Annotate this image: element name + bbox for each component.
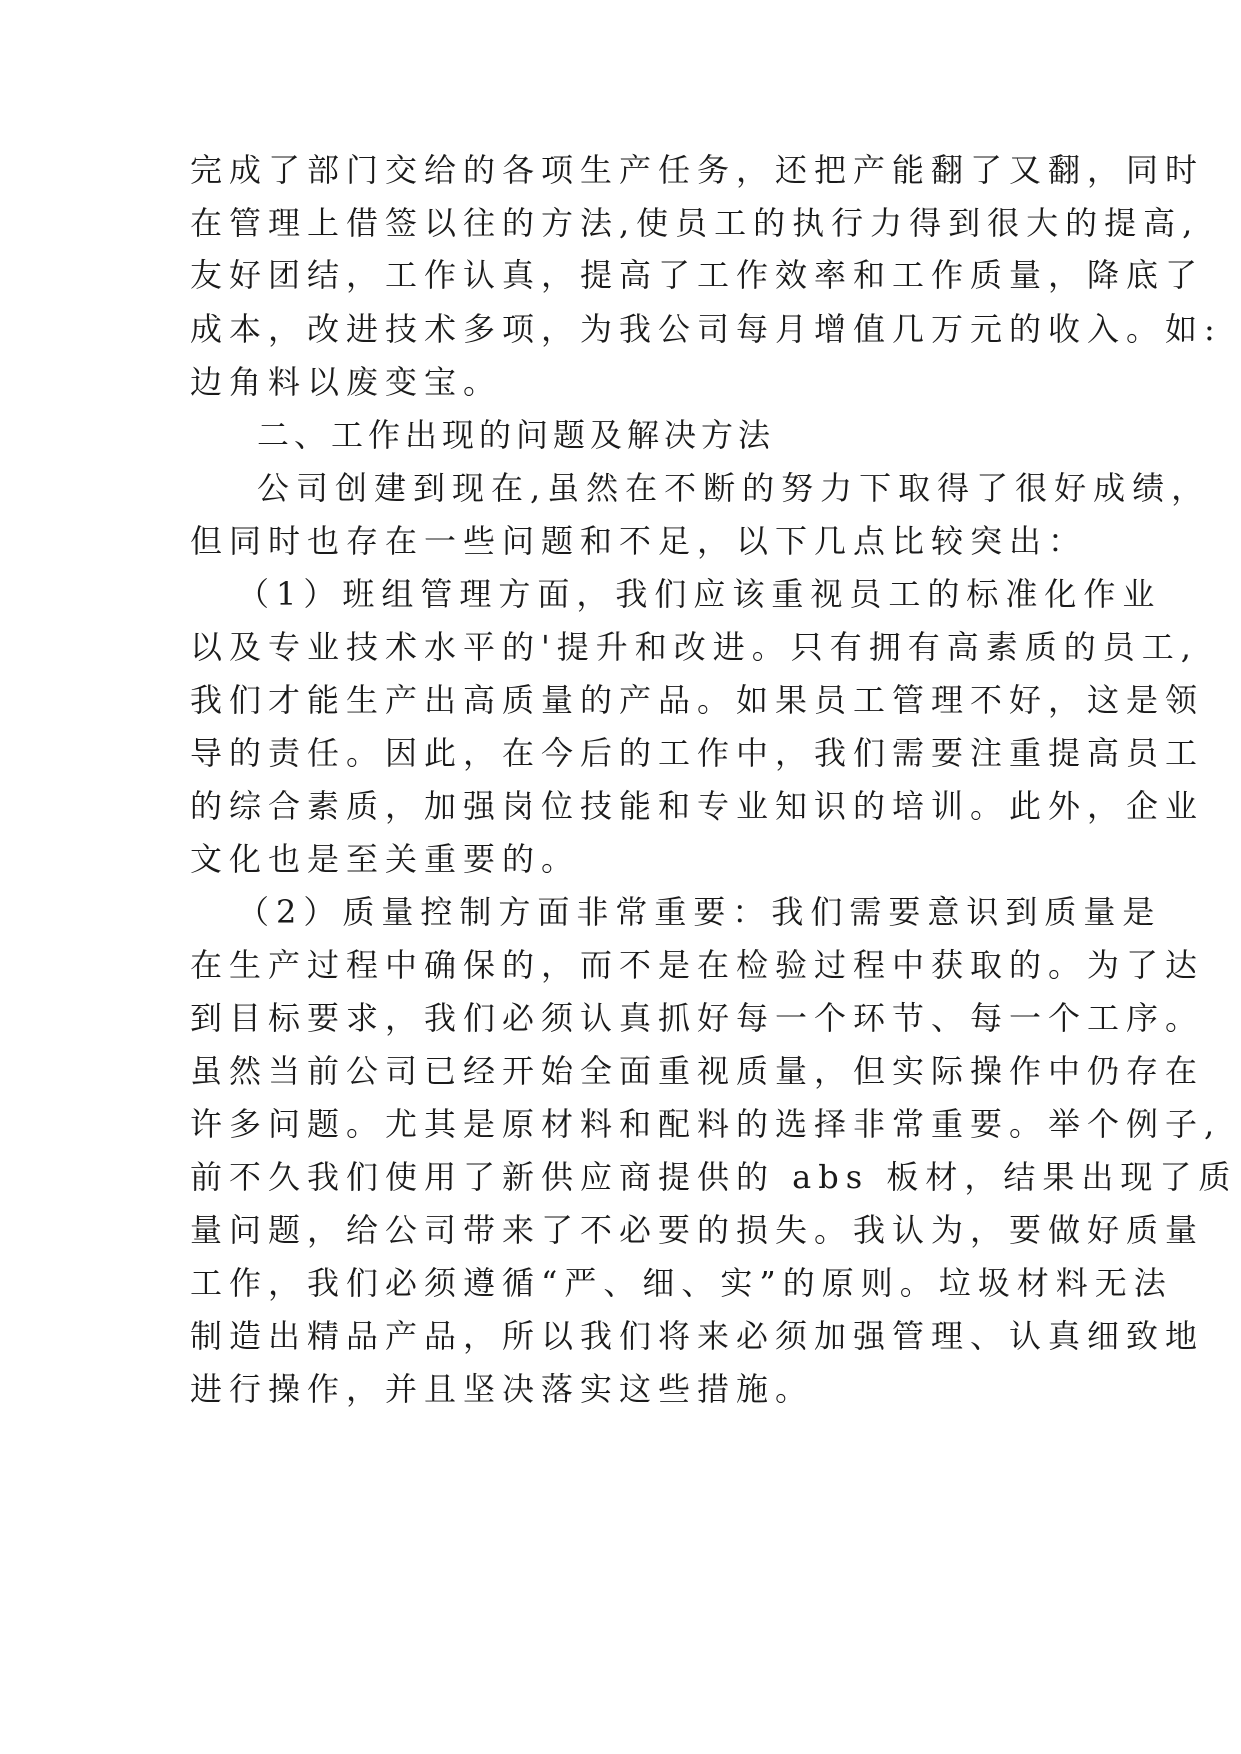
body-text-line: 量问题，给公司带来了不必要的损失。我认为，要做好质量 [190, 1211, 1205, 1249]
body-text-line: 以及专业技术水平的'提升和改进。只有拥有高素质的员工, [190, 628, 1198, 666]
body-text-line: 友好团结，工作认真，提高了工作效率和工作质量，降底了 [190, 256, 1205, 294]
body-text-line: 完成了部门交给的各项生产任务，还把产能翻了又翻，同时 [190, 151, 1205, 189]
body-text-line: 进行操作，并且坚决落实这些措施。 [190, 1370, 815, 1408]
body-text-line: 到目标要求，我们必须认真抓好每一个环节、每一个工序。 [190, 999, 1205, 1037]
body-text-line: 许多问题。尤其是原材料和配料的选择非常重要。举个例子, [190, 1105, 1222, 1143]
body-text-line: 公司创建到现在,虽然在不断的努力下取得了很好成绩， [257, 469, 1211, 507]
body-text-line: （1）班组管理方面，我们应该重视员工的标准化作业 [237, 575, 1162, 613]
section-heading: 二、工作出现的问题及解决方法 [257, 416, 776, 454]
body-text-line: 前不久我们使用了新供应商提供的 abs 板材，结果出现了质 [190, 1158, 1238, 1196]
body-text-line: 在管理上借签以往的方法,使员工的执行力得到很大的提高, [190, 204, 1200, 242]
body-text-line: 的综合素质，加强岗位技能和专业知识的培训。此外，企业 [190, 787, 1205, 825]
body-text-line: 边角料以废变宝。 [190, 363, 503, 401]
body-text-line: 导的责任。因此，在今后的工作中，我们需要注重提高员工 [190, 734, 1205, 772]
body-text-line: 虽然当前公司已经开始全面重视质量，但实际操作中仍存在 [190, 1052, 1205, 1090]
body-text-line: 工作，我们必须遵循“严、细、实”的原则。垃圾材料无法 [190, 1264, 1173, 1302]
body-text-line: 文化也是至关重要的。 [190, 840, 581, 878]
body-text-line: 但同时也存在一些问题和不足，以下几点比较突出： [190, 522, 1088, 560]
body-text-line: 我们才能生产出高质量的产品。如果员工管理不好，这是领 [190, 681, 1205, 719]
body-text-line: 成本，改进技术多项，为我公司每月增值几万元的收入。如: [190, 310, 1222, 348]
body-text-line: （2）质量控制方面非常重要：我们需要意识到质量是 [237, 893, 1162, 931]
body-text-line: 制造出精品产品，所以我们将来必须加强管理、认真细致地 [190, 1317, 1205, 1355]
body-text-line: 在生产过程中确保的，而不是在检验过程中获取的。为了达 [190, 946, 1205, 984]
